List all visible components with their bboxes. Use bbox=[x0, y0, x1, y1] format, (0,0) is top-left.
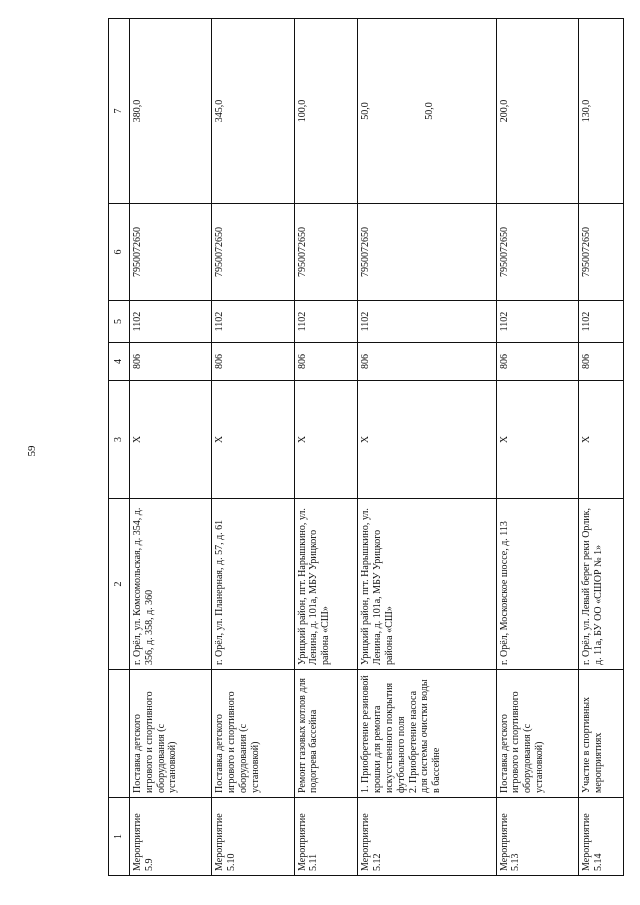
header-cell: 3 bbox=[109, 381, 130, 499]
table-row bbox=[130, 19, 212, 876]
measure-value bbox=[358, 19, 496, 204]
measure-code-4: 806 bbox=[212, 343, 294, 381]
measure-id: Мероприятие 5.12 bbox=[358, 798, 496, 876]
measure-value-item: 50,0 bbox=[424, 102, 436, 120]
measure-code-5: 1102 bbox=[496, 301, 578, 343]
measure-id: Мероприятие 5.13 bbox=[496, 798, 578, 876]
measure-code-6: 7950072650 bbox=[294, 204, 358, 301]
measure-name-item: 2. Приобретение насоса для системы очистки воды в бассейне bbox=[407, 679, 443, 793]
table-row bbox=[496, 19, 578, 876]
rotated-sheet bbox=[108, 19, 624, 876]
measure-name: Поставка детского игрового и спортивного оборудования (с установкой) bbox=[212, 670, 294, 798]
header-cell: 4 bbox=[109, 343, 130, 381]
measure-code-4: 806 bbox=[358, 343, 496, 381]
table-row bbox=[358, 19, 496, 876]
measure-name bbox=[358, 670, 496, 798]
measure-x: X bbox=[212, 381, 294, 499]
header-cell: 1 bbox=[109, 798, 130, 876]
measure-id: Мероприятие 5.10 bbox=[212, 798, 294, 876]
measure-name: Ремонт газовых котлов для подогрева бассейна bbox=[294, 670, 358, 798]
measure-address: г. Орёл, ул. Комсомольская, д. 354, д. 356, д. 358, д. 360 bbox=[130, 499, 212, 670]
measure-x: X bbox=[578, 381, 623, 499]
measure-code-5: 1102 bbox=[130, 301, 212, 343]
measure-x: X bbox=[496, 381, 578, 499]
table-container bbox=[108, 19, 624, 876]
measure-value: 130,0 bbox=[578, 19, 623, 204]
measure-value: 345,0 bbox=[212, 19, 294, 204]
measure-value: 200,0 bbox=[496, 19, 578, 204]
measure-code-5: 1102 bbox=[212, 301, 294, 343]
measure-value-item: 50,0 bbox=[360, 102, 372, 120]
header-cell bbox=[109, 670, 130, 798]
measure-address: г. Орёл, ул. Планерная, д. 57, д. 61 bbox=[212, 499, 294, 670]
header-cell: 7 bbox=[109, 19, 130, 204]
header-cell: 2 bbox=[109, 499, 130, 670]
measure-code-4: 806 bbox=[578, 343, 623, 381]
table-row bbox=[212, 19, 294, 876]
measure-address: г. Орёл, Московское шоссе, д. 113 bbox=[496, 499, 578, 670]
measure-value: 380,0 bbox=[130, 19, 212, 204]
measure-x: X bbox=[358, 381, 496, 499]
measure-x: X bbox=[294, 381, 358, 499]
header-row bbox=[109, 19, 130, 876]
measure-name: Поставка детского игрового и спортивного оборудования (с установкой) bbox=[496, 670, 578, 798]
table-row bbox=[294, 19, 358, 876]
measure-code-4: 806 bbox=[496, 343, 578, 381]
measure-x: X bbox=[130, 381, 212, 499]
measure-address: Урицкий район, пгт. Нарышкино, ул. Ленина, д. 101а, МБУ Урицкого района «СШ» bbox=[294, 499, 358, 670]
page-number: 59 bbox=[26, 445, 38, 457]
measure-code-6: 7950072650 bbox=[212, 204, 294, 301]
measure-code-5: 1102 bbox=[578, 301, 623, 343]
measure-code-6: 7950072650 bbox=[358, 204, 496, 301]
measure-code-4: 806 bbox=[294, 343, 358, 381]
measure-name: Поставка детского игрового и спортивного оборудования (с установкой) bbox=[130, 670, 212, 798]
measure-name-item: 1. Приобретение резиновой крошки для ремонта искусственного покрытия футбольного поля bbox=[360, 675, 407, 793]
measure-code-4: 806 bbox=[130, 343, 212, 381]
measure-address: Урицкий район, пгт. Нарышкино, ул. Ленина, д. 101а, МБУ Урицкого района «СШ» bbox=[358, 499, 496, 670]
measure-value: 100,0 bbox=[294, 19, 358, 204]
measure-code-6: 7950072650 bbox=[130, 204, 212, 301]
measure-code-6: 7950072650 bbox=[578, 204, 623, 301]
measure-code-6: 7950072650 bbox=[496, 204, 578, 301]
measures-table bbox=[108, 18, 624, 876]
header-cell: 5 bbox=[109, 301, 130, 343]
table-row bbox=[578, 19, 623, 876]
header-cell: 6 bbox=[109, 204, 130, 301]
measure-address: г. Орёл, ул. Левый берег реки Орлик, д. 11а, БУ ОО «СШОР № 1» bbox=[578, 499, 623, 670]
measure-code-5: 1102 bbox=[294, 301, 358, 343]
measure-id: Мероприятие 5.11 bbox=[294, 798, 358, 876]
measure-name: Участие в спортивных мероприятиях bbox=[578, 670, 623, 798]
measure-code-5: 1102 bbox=[358, 301, 496, 343]
measure-id: Мероприятие 5.9 bbox=[130, 798, 212, 876]
measure-id: Мероприятие 5.14 bbox=[578, 798, 623, 876]
